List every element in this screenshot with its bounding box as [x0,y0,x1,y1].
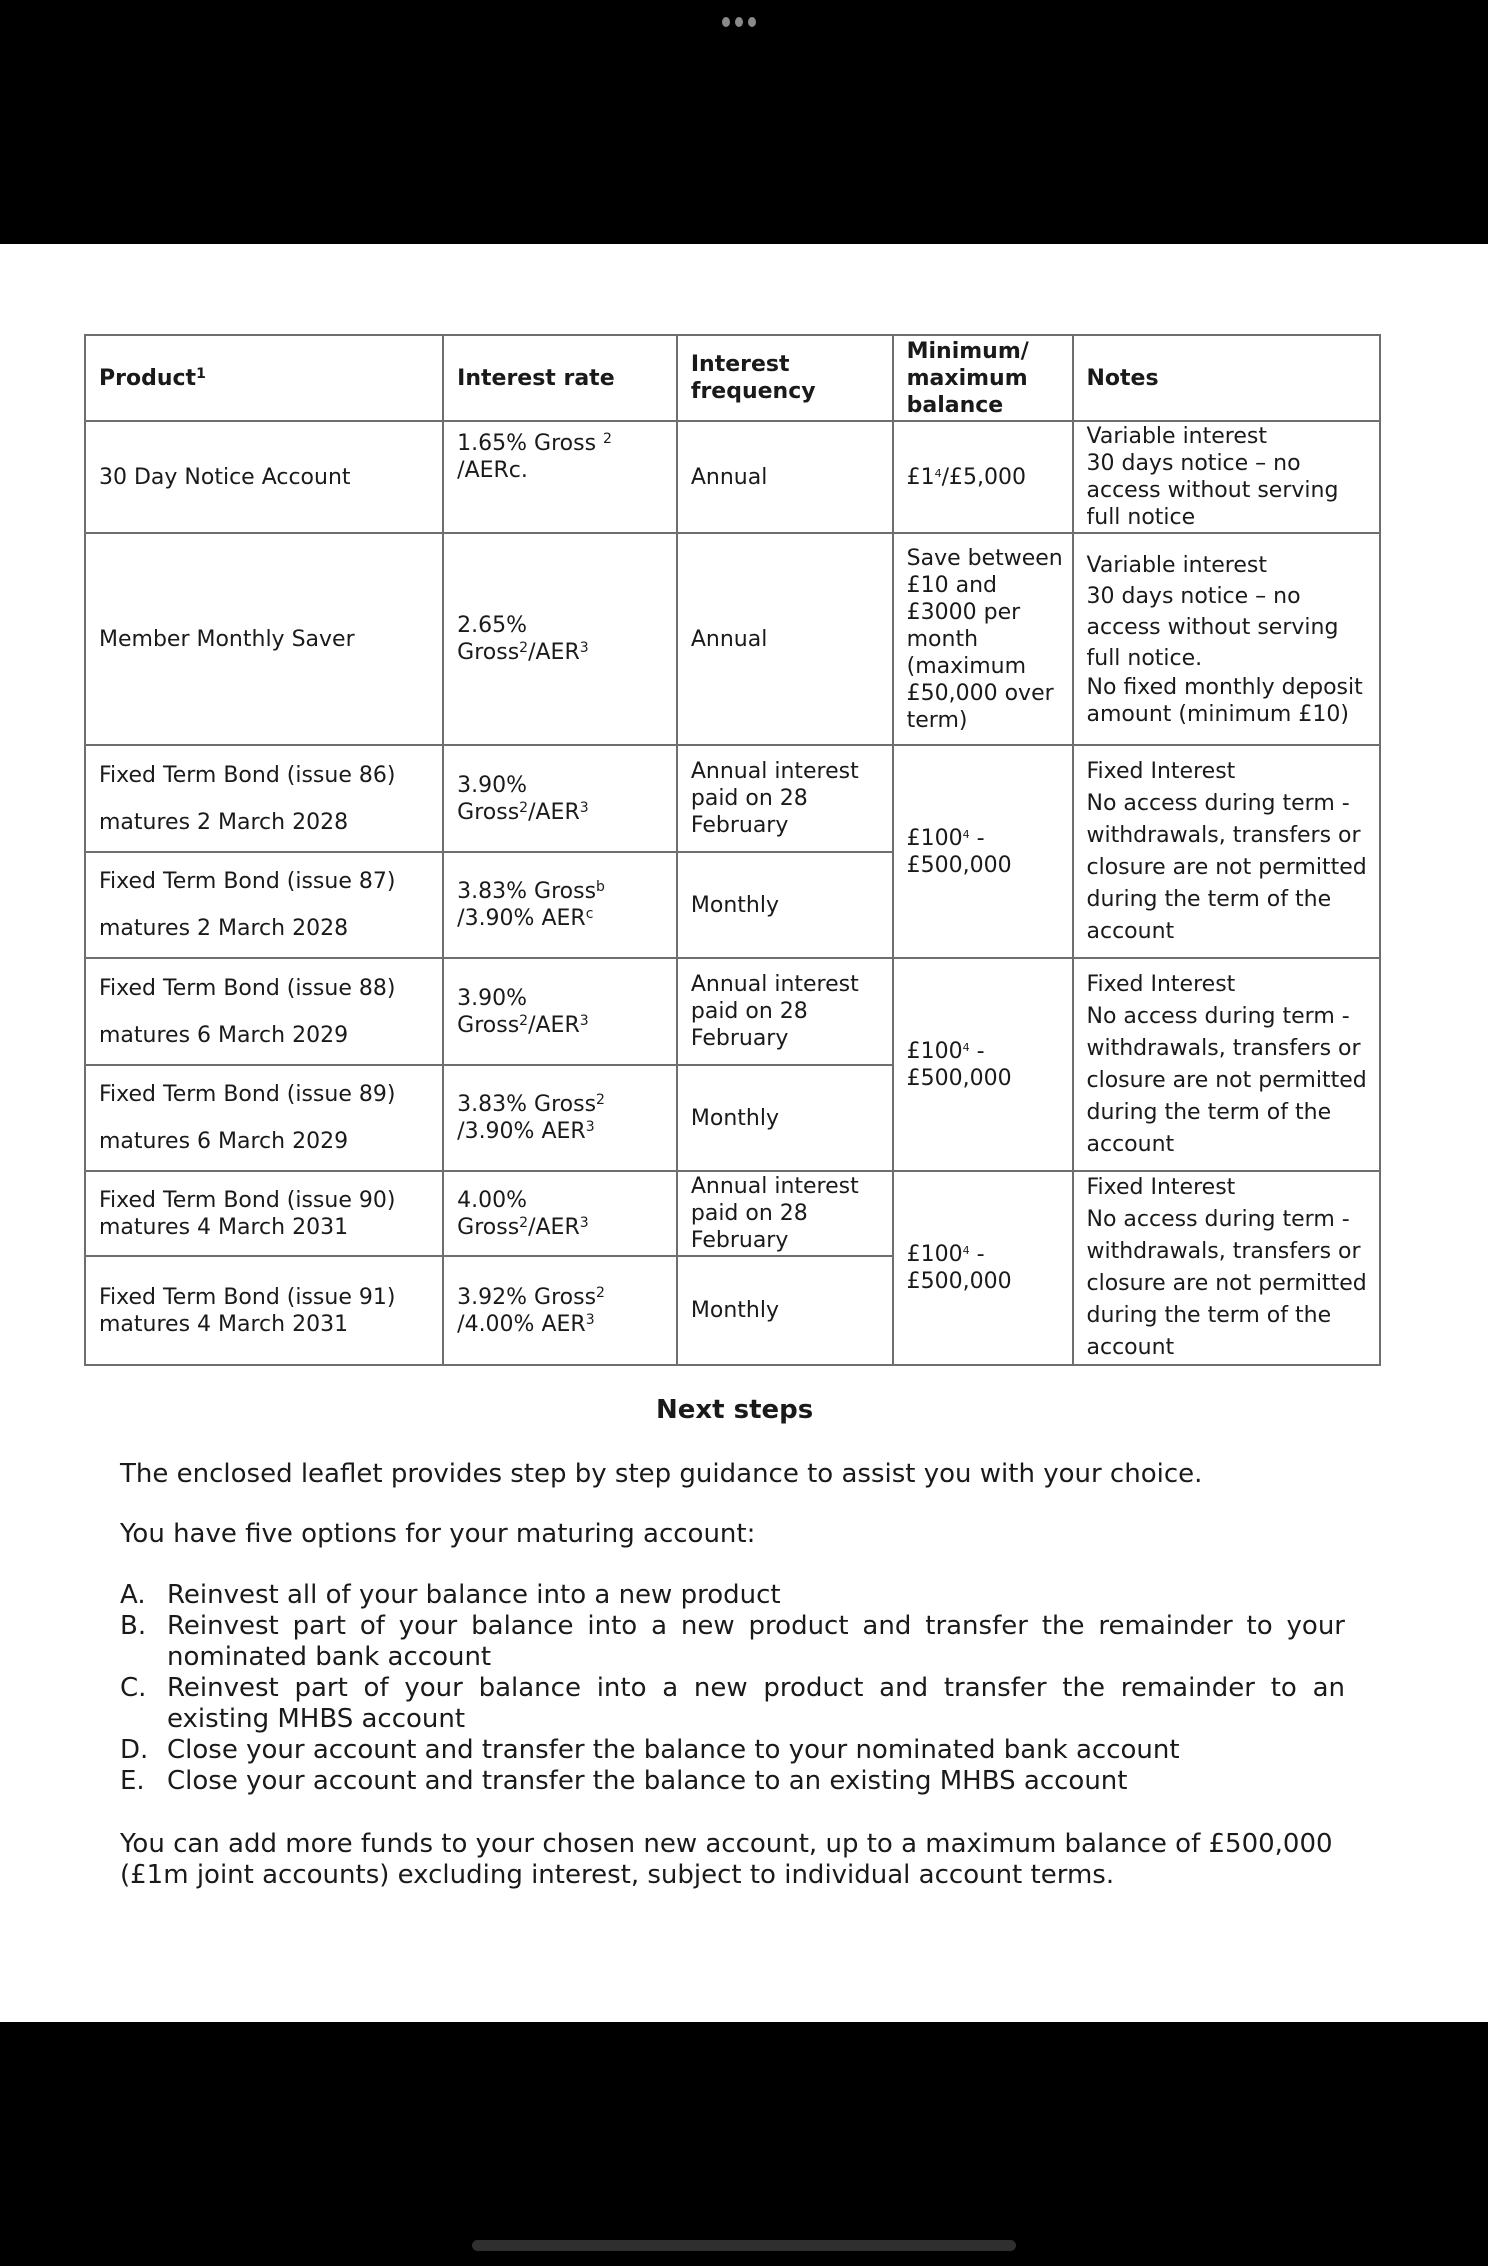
footnote-ref: 3 [579,799,589,816]
rate-text: Gross [457,799,520,825]
note-line: Fixed Interest [1086,971,1236,997]
cell-frequency: Annual [677,421,893,533]
list-item [120,1611,1345,1673]
balance-text: £100 [906,1038,963,1064]
footnote-ref: 4 [962,827,970,841]
rate-text: 1.65% Gross [457,431,597,456]
rate-text: /AERc. [457,458,528,483]
footnote-ref: 2 [596,1284,605,1301]
cell-product [85,958,443,1065]
note-line: Variable interest [1086,553,1267,578]
cell-notes [1073,421,1381,533]
more-horizontal-icon [748,17,756,27]
footnote-ref: 3 [579,640,589,656]
note-line: Fixed Interest [1086,1175,1236,1200]
cell-interest-rate [443,421,677,533]
rate-text: 3.83% Gross [457,1092,597,1117]
list-item [120,1673,1345,1735]
cell-interest-rate [443,1065,677,1171]
cell-frequency: Monthly [677,1256,893,1365]
table-row [85,958,1380,1065]
cell-frequency: Annual interest paid on 28 February [677,958,893,1065]
option-letter: E. [120,1766,145,1796]
balance-text: £1 [906,464,935,490]
balance-text: - £500,000 [906,825,1012,878]
cell-notes [1073,958,1381,1171]
rate-text: 3.92% Gross [457,1284,597,1310]
rate-text: /3.90% AER [457,906,586,931]
header-product-label: Product [99,365,197,391]
note-line: No access during term - withdrawals, transfers or closure are not permitted during the term of the account [1086,790,1367,944]
bond-maturity: matures 2 March 2028 [99,809,349,835]
note-line: 30 days notice – no access without serving full notice. [1086,584,1339,671]
cell-balance [893,958,1073,1171]
rate-text: Gross [457,640,520,665]
rate-text: /AER [528,1012,580,1038]
cell-interest-rate [443,1256,677,1365]
option-letter: B. [120,1611,147,1641]
footnote-ref: 2 [519,799,529,816]
footnote-ref: 3 [585,1119,595,1135]
cell-interest-rate [443,745,677,852]
footnote-ref: 2 [519,640,529,656]
footnote-ref: b [596,879,605,895]
list-item [120,1580,1345,1611]
additional-funds-note: You can add more funds to your chosen new account, up to a maximum balance of £500,000 (£1m joint accounts) excluding interest, subject to individual account terms. [120,1829,1333,1890]
rate-text: /AER [528,1214,580,1240]
cell-product: 30 Day Notice Account [85,421,443,533]
balance-text: - £500,000 [906,1242,1012,1294]
viewer-top-bar [0,0,1488,244]
list-item [120,1735,1345,1766]
bond-name: Fixed Term Bond (issue 87) [99,869,396,894]
footnote-ref: 4 [934,466,942,480]
option-text: Close your account and transfer the balance to your nominated bank account [167,1735,1180,1765]
cell-interest-rate [443,533,677,745]
cell-interest-rate [443,958,677,1065]
bond-name: Fixed Term Bond (issue 91) [99,1284,396,1310]
footnote-ref: c [585,906,594,922]
option-text: Reinvest part of your balance into a new product and transfer the remainder to your nominated bank account [167,1611,1345,1672]
header-interest-rate: Interest rate [443,335,677,421]
list-item [120,1766,1345,1797]
cell-frequency: Monthly [677,1065,893,1171]
cell-notes [1073,745,1381,958]
rate-text: 3.90% [457,985,528,1011]
bond-maturity: matures 4 March 2031 [99,1214,349,1240]
table-row [85,533,1380,745]
rate-text: /3.90% AER [457,1119,586,1144]
cell-product [85,1256,443,1365]
cell-product [85,1065,443,1171]
footnote-ref: 4 [962,1040,970,1054]
footnote-ref: 2 [519,1214,529,1231]
rate-text: Gross [457,1214,520,1240]
options-lead: You have five options for your maturing account: [120,1519,756,1549]
next-steps-heading: Next steps [656,1395,814,1425]
more-horizontal-icon [722,17,730,27]
rate-text: /4.00% AER [457,1311,586,1337]
rate-text: Gross [457,1012,520,1038]
footnote-ref: 3 [579,1214,589,1231]
rate-text: 3.83% Gross [457,879,597,904]
option-letter: D. [120,1735,149,1765]
bond-name: Fixed Term Bond (issue 89) [99,1082,396,1107]
cell-balance: Save between £10 and £3000 per month (maximum £50,000 over term) [893,533,1073,745]
table-row [85,421,1380,533]
header-interest-frequency: Interest frequency [677,335,893,421]
footnote-ref: 2 [596,1092,605,1108]
viewer-bottom-bar [0,2022,1488,2266]
table-header-row [85,335,1380,421]
note-line: Variable interest [1086,424,1267,449]
option-text: Reinvest all of your balance into a new product [167,1580,781,1610]
cell-interest-rate [443,852,677,958]
note-line: No fixed monthly deposit amount (minimum £10) [1086,675,1363,727]
rate-text: /AER [528,640,580,665]
bond-maturity: matures 6 March 2029 [99,1022,349,1048]
cell-frequency: Monthly [677,852,893,958]
footnote-ref: 1 [196,365,206,382]
cell-notes [1073,533,1381,745]
balance-text: £100 [906,825,963,851]
products-table [84,334,1381,1366]
rate-text: 2.65% [457,613,528,638]
more-horizontal-icon [735,17,743,27]
cell-product [85,1171,443,1256]
cell-interest-rate [443,1171,677,1256]
bond-name: Fixed Term Bond (issue 88) [99,975,396,1001]
bond-maturity: matures 2 March 2028 [99,916,349,941]
table-row [85,745,1380,852]
balance-text: /£5,000 [941,464,1027,490]
more-options-button[interactable] [722,17,770,29]
footnote-ref: 4 [962,1244,970,1257]
cell-balance [893,745,1073,958]
cell-product: Member Monthly Saver [85,533,443,745]
balance-text: - £500,000 [906,1038,1012,1091]
cell-notes [1073,1171,1381,1365]
rate-text: 4.00% [457,1187,528,1213]
footnote-ref: 2 [519,1012,529,1029]
bond-maturity: matures 4 March 2031 [99,1311,349,1337]
table-row [85,1171,1380,1256]
note-line: No access during term - withdrawals, transfers or closure are not permitted during the term of the account [1086,1207,1367,1360]
balance-text: £100 [906,1242,963,1267]
header-min-max-balance: Minimum/ maximum balance [893,335,1073,421]
note-line: Fixed Interest [1086,758,1236,784]
footnote-ref: 2 [603,431,612,447]
option-text: Reinvest part of your balance into a new product and transfer the remainder to an existing MHBS account [167,1673,1345,1734]
option-text: Close your account and transfer the balance to an existing MHBS account [167,1766,1128,1796]
cell-frequency: Annual interest paid on 28 February [677,745,893,852]
option-letter: C. [120,1673,147,1703]
bond-name: Fixed Term Bond (issue 86) [99,762,396,788]
options-list [120,1580,1345,1797]
document-page [0,244,1488,2022]
cell-product [85,745,443,852]
option-letter: A. [120,1580,146,1610]
cell-frequency: Annual interest paid on 28 February [677,1171,893,1256]
rate-text: /AER [528,799,580,825]
footnote-ref: 3 [579,1012,589,1029]
cell-balance [893,1171,1073,1365]
rate-text: 3.90% [457,772,528,798]
cell-product [85,852,443,958]
bond-name: Fixed Term Bond (issue 90) [99,1187,396,1213]
next-steps-intro: The enclosed leaflet provides step by step guidance to assist you with your choice. [120,1459,1203,1489]
cell-frequency: Annual [677,533,893,745]
bond-maturity: matures 6 March 2029 [99,1129,349,1154]
cell-balance [893,421,1073,533]
header-product [85,335,443,421]
note-line: 30 days notice – no access without serving full notice [1086,451,1339,530]
footnote-ref: 3 [585,1311,595,1328]
home-indicator[interactable] [472,2240,1016,2251]
note-line: No access during term - withdrawals, transfers or closure are not permitted during the term of the account [1086,1003,1367,1157]
header-notes: Notes [1073,335,1381,421]
